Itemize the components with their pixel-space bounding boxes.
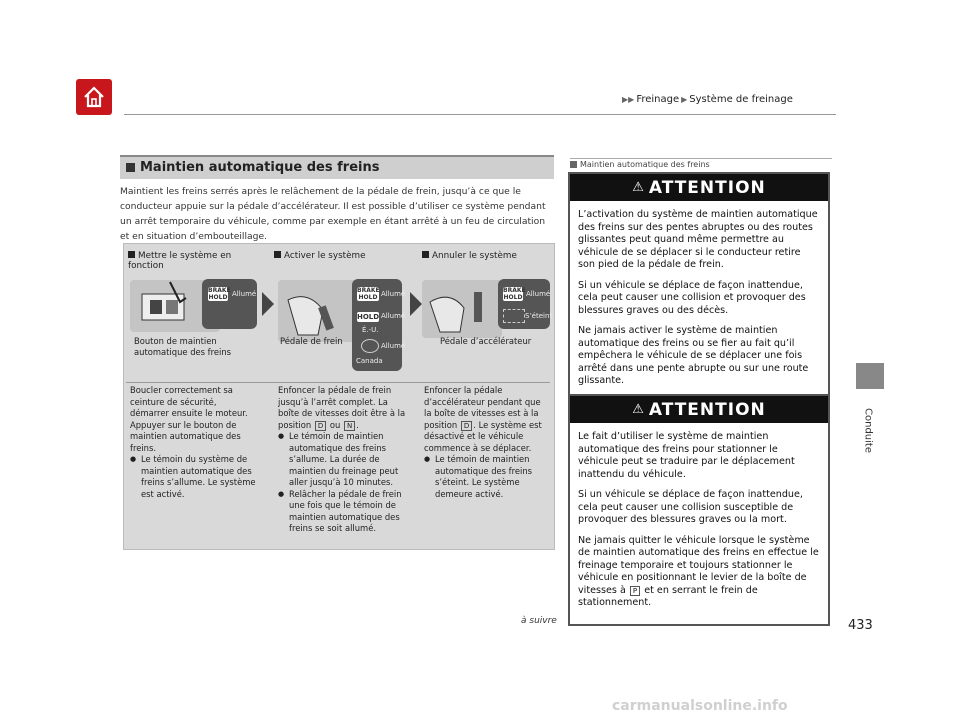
- notes-header: [570, 158, 832, 169]
- gear-p-key: P: [630, 586, 640, 596]
- step3-caption: Pédale d’accélérateur: [440, 336, 532, 346]
- region-label: É.-U.: [362, 326, 379, 334]
- bullet-item: ● Relâcher la pédale de frein une fois que le témoin de maintien automatique des freins se soit allumé.: [278, 489, 410, 535]
- continued-label: à suivre: [521, 616, 557, 626]
- brake-hold-indicator-icon: BRAKE HOLD: [503, 287, 526, 301]
- indicator-status: Allumé: [381, 342, 406, 350]
- warning-paragraph: Si un véhicule se déplace de façon inattendue, cela peut causer une collision et provoquer des blessures graves ou des décès.: [578, 279, 806, 316]
- indicator-off-icon: [503, 309, 525, 323]
- breadcrumb-arrow-icon: ▶: [681, 95, 688, 104]
- step2-text: Enfoncer la pédale de frein jusqu’à l’arrêt complet. La boîte de vitesses doit être à la position D ou N .: [278, 385, 406, 430]
- region-label: Canada: [356, 357, 383, 365]
- section-square-icon: [126, 163, 135, 172]
- panel-divider: [126, 382, 550, 383]
- warning-box-1: [568, 172, 830, 404]
- warning-triangle-icon: ⚠: [632, 180, 645, 195]
- note-marker-icon: [570, 161, 577, 168]
- warning-box-2: [568, 394, 830, 626]
- section-intro: Maintient les freins serrés après le relâchement de la pédale de frein, jusqu’à ce que le conducteur appuie sur la pédale d’accélérateur. Il est possible d’utiliser ce système pendant un arrêt temporaire du véhicule, comme par exemple en étant arrêté à un feu de circulation et en situation d’embouteillage.: [120, 186, 546, 242]
- warning-triangle-icon: ⚠: [632, 402, 645, 417]
- breadcrumb-arrow-icon: ▶▶: [622, 95, 635, 104]
- brake-circle-indicator-icon: [361, 339, 379, 353]
- bullet-item: ● Le témoin de maintien automatique des freins s’éteint. Le système demeure activé.: [424, 454, 550, 500]
- step1-caption: Bouton de maintien automatique des freins: [134, 336, 232, 357]
- indicator-status: Allumé: [381, 312, 406, 320]
- warning-paragraph: Si un véhicule se déplace de façon inattendue, cela peut causer une collision susceptible de provoquer des blessures graves ou la mort.: [578, 489, 803, 525]
- warning-bar: [570, 396, 828, 423]
- home-icon: [82, 85, 106, 109]
- page-number: 433: [848, 618, 873, 633]
- step1-heading: Mettre le système en fonction: [128, 251, 232, 271]
- gear-d-key: D: [315, 421, 326, 431]
- indicator-status: Allumé: [232, 290, 257, 298]
- warning-paragraph: Ne jamais quitter le véhicule lorsque le système de maintien automatique des freins en effectue le freinage temporaire et toujours stationner le véhicule en positionnant le levier de la boîte de vitesses à P et en serrant le frein de stationnement.: [578, 534, 819, 608]
- bullet-item: ● Le témoin du système de maintien automatique des freins s’allume. Le système est activé.: [130, 454, 258, 500]
- gear-n-key: N: [344, 421, 355, 431]
- brake-hold-off-indicator-panel: [498, 279, 553, 329]
- warning-paragraph: L’activation du système de maintien automatique des freins sur des pentes abruptes ou des routes glissantes peut quand même permettre au véhicule de se déplacer si le conducteur retire son pied de la pédale de frein.: [578, 209, 818, 270]
- warning-paragraph: Le fait d’utiliser le système de maintien automatique des freins pour stationner le véhicule peut se traduire par le déplacement inattendu du véhicule.: [578, 431, 795, 480]
- indicator-status: S’éteint: [525, 312, 553, 320]
- indicator-status: Allumé: [381, 290, 406, 298]
- hold-indicator-icon: HOLD: [357, 313, 380, 321]
- hold-indicator-panel: [352, 279, 406, 371]
- gear-d-key: D: [461, 421, 472, 431]
- step1-instructions: [130, 385, 258, 500]
- brake-hold-indicator-icon: BRAKE HOLD: [208, 287, 231, 301]
- breadcrumb-item[interactable]: Freinage: [636, 94, 680, 105]
- warning-label: ATTENTION: [648, 177, 766, 198]
- bullet-item: ● Le témoin de maintien automatique des freins s’allume. La durée de maintien du freinage peut aller jusqu’à 10 minutes.: [278, 431, 410, 489]
- watermark: carmanualsonline.info: [612, 698, 788, 714]
- notes-title: Maintien automatique des freins: [580, 160, 710, 169]
- brake-hold-indicator-icon: BRAKE HOLD: [357, 287, 380, 301]
- indicator-status: Allumé: [526, 290, 551, 298]
- step3-text: Enfoncer la pédale d’accélérateur pendant que la boîte de vitesses est à la position D . Le système est désactivé et le véhicule commence à se déplacer.: [424, 385, 542, 453]
- step-arrow-icon: [262, 292, 274, 316]
- step1-text: Boucler correctement sa ceinture de sécurité, démarrer ensuite le moteur. Appuyer sur le bouton de maintien automatique des freins.: [130, 385, 248, 453]
- home-button[interactable]: [76, 79, 112, 115]
- warning-bar: [570, 174, 828, 201]
- step2-heading: Activer le système: [274, 251, 404, 261]
- breadcrumb-item[interactable]: Système de freinage: [689, 94, 793, 105]
- breadcrumb: [622, 94, 793, 105]
- section-header: [120, 155, 554, 179]
- chapter-label: Conduite: [862, 408, 874, 453]
- foot-on-accelerator-icon: [422, 280, 502, 338]
- step3-instructions: [424, 385, 550, 500]
- brake-hold-indicator-panel: [202, 279, 257, 329]
- accelerator-pedal-illustration: [422, 280, 502, 338]
- section-title: Maintien automatique des freins: [140, 160, 380, 175]
- header-divider: [124, 114, 836, 115]
- chapter-tab[interactable]: [856, 363, 884, 389]
- step-arrow-icon: [410, 292, 422, 316]
- warning-label: ATTENTION: [648, 399, 766, 420]
- warning-paragraph: Ne jamais activer le système de maintien automatique des freins ou se fier au fait qu’il empêchera le véhicule de se déplacer une fois arrêté dans une pente abrupte ou sur une route glissante.: [578, 325, 809, 386]
- step2-caption: Pédale de frein: [280, 336, 343, 346]
- step2-instructions: [278, 385, 410, 535]
- step3-heading: Annuler le système: [422, 251, 552, 261]
